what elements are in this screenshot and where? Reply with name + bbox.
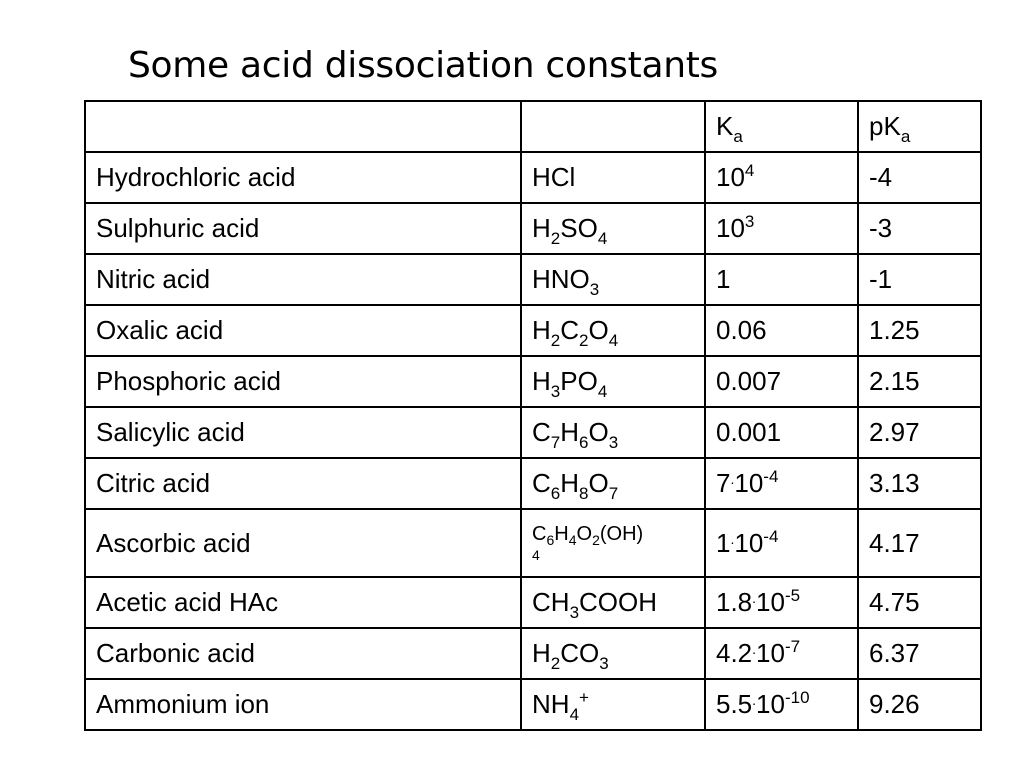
text-part: 4.2 [716, 638, 753, 668]
acid-name-cell: Salicylic acid [85, 407, 521, 458]
text-part: 0.007 [716, 366, 782, 396]
text-part: 10 [716, 162, 745, 192]
text-part: HCl [532, 162, 576, 192]
acid-name-cell: Citric acid [85, 458, 521, 509]
pka-cell: -4 [858, 152, 981, 203]
text-part: C [560, 315, 580, 345]
text-part: 1 [716, 527, 731, 558]
sub-part: 7 [608, 484, 619, 503]
table-row [85, 305, 981, 356]
text-part: O [588, 417, 609, 447]
text-part: COOH [579, 587, 658, 617]
formula-cell [521, 152, 705, 203]
text-part: 0.001 [716, 417, 782, 447]
sub-part: 6 [546, 532, 555, 548]
sub-part: 8 [579, 484, 589, 503]
table-row [85, 407, 981, 458]
sup-part: 4 [744, 161, 755, 180]
text-part: H [554, 523, 569, 545]
header-cell-name [85, 101, 521, 152]
header-cell-ka [705, 101, 858, 152]
text-part: H [532, 213, 551, 243]
text-part: 10 [734, 527, 764, 558]
ka-cell [705, 203, 858, 254]
text-part: O [576, 523, 593, 545]
pka-cell: -3 [858, 203, 981, 254]
sub-part: 3 [599, 654, 609, 673]
sup-part: -10 [784, 688, 810, 707]
sub-part: 6 [579, 433, 589, 452]
pka-cell: 4.75 [858, 577, 981, 628]
text-part: SO [560, 213, 598, 243]
pka-cell: 6.37 [858, 628, 981, 679]
header-row [85, 101, 981, 152]
text-part: H [532, 638, 551, 668]
dot-part: . [752, 590, 757, 606]
sub-part: 3 [550, 382, 561, 401]
header-cell-pka [858, 101, 981, 152]
sub-part: 6 [550, 484, 561, 503]
table-row [85, 509, 981, 577]
acid-name-cell: Ascorbic acid [85, 509, 521, 577]
formula-cell [521, 356, 705, 407]
acid-constants-table [84, 100, 982, 731]
sub-part: 4 [597, 229, 608, 248]
text-part: C [532, 468, 551, 498]
ka-header-subscript: a [733, 127, 743, 146]
text-part: H [532, 366, 551, 396]
sub-part: 3 [589, 280, 600, 299]
sub-part: 2 [550, 654, 561, 673]
pka-cell: 4.17 [858, 509, 981, 577]
ka-header-text: K [716, 111, 734, 141]
acid-name-cell: Nitric acid [85, 254, 521, 305]
pka-cell: 9.26 [858, 679, 981, 730]
text-part: C [532, 523, 547, 545]
sup-part: 3 [744, 212, 755, 231]
ka-cell [705, 356, 858, 407]
text-part: (OH) [599, 523, 644, 545]
text-part: 5.5 [716, 689, 753, 719]
text-part: H [560, 468, 580, 498]
ka-cell [705, 628, 858, 679]
dot-part: . [752, 692, 757, 708]
ka-cell [705, 305, 858, 356]
sub-part: 4 [569, 705, 580, 724]
sup-part: -7 [784, 637, 801, 656]
sup-part: -4 [763, 526, 779, 546]
ka-cell [705, 679, 858, 730]
pka-cell: 3.13 [858, 458, 981, 509]
formula-cell [521, 305, 705, 356]
dot-part: . [730, 471, 735, 487]
pka-cell: -1 [858, 254, 981, 305]
slide-title: Some acid dissociation constants [128, 45, 718, 86]
formula-cell [521, 509, 705, 577]
table-row [85, 203, 981, 254]
table-row [85, 458, 981, 509]
pka-cell: 2.97 [858, 407, 981, 458]
text-part: HNO [532, 264, 590, 294]
table-row [85, 628, 981, 679]
formula-cell [521, 407, 705, 458]
header-cell-formula [521, 101, 705, 152]
sub-part: 3 [569, 603, 580, 622]
text-part: C [532, 417, 551, 447]
sub-part: 2 [579, 331, 589, 350]
ka-cell [705, 509, 858, 577]
text-part: O [588, 315, 609, 345]
acid-name-cell: Acetic acid HAc [85, 577, 521, 628]
acid-name-cell: Ammonium ion [85, 679, 521, 730]
acid-name-cell: Oxalic acid [85, 305, 521, 356]
text-part: 10 [734, 468, 764, 498]
text-part: CH [532, 587, 570, 617]
table-row [85, 679, 981, 730]
pka-header-text: pK [869, 111, 901, 141]
formula-cell [521, 628, 705, 679]
text-part: 10 [756, 638, 785, 668]
formula-cell [521, 203, 705, 254]
acid-name-cell: Sulphuric acid [85, 203, 521, 254]
sub-part: 2 [550, 331, 561, 350]
formula-cell [521, 254, 705, 305]
ka-cell [705, 407, 858, 458]
formula-cell [521, 577, 705, 628]
text-part: 10 [756, 587, 785, 617]
sub-part: 4 [597, 382, 608, 401]
text-part: 1 [716, 264, 731, 294]
sub-part: 4 [608, 331, 619, 350]
text-part: 7 [716, 468, 731, 498]
formula-cell [521, 458, 705, 509]
text-part: 10 [716, 213, 745, 243]
text-part: O [588, 468, 609, 498]
pka-header-subscript: a [900, 127, 911, 146]
text-part: NH [532, 689, 570, 719]
ka-cell [705, 152, 858, 203]
ka-cell [705, 458, 858, 509]
ka-cell [705, 254, 858, 305]
text-part: H [532, 315, 551, 345]
sup-part: + [579, 688, 589, 707]
pka-cell: 1.25 [858, 305, 981, 356]
text-part: 1.8 [716, 587, 753, 617]
sub-part: 2 [592, 532, 600, 548]
sub-part: 2 [550, 229, 561, 248]
acid-name-cell: Carbonic acid [85, 628, 521, 679]
sub-part: 4 [568, 532, 577, 548]
table-row [85, 356, 981, 407]
text-part: H [560, 417, 580, 447]
tail-part: 4 [532, 547, 540, 563]
pka-cell: 2.15 [858, 356, 981, 407]
formula-cell [521, 679, 705, 730]
sub-part: 7 [550, 433, 561, 452]
table-row [85, 577, 981, 628]
table-row [85, 254, 981, 305]
ka-cell [705, 577, 858, 628]
table-row [85, 152, 981, 203]
acid-name-cell: Phosphoric acid [85, 356, 521, 407]
text-part: CO [560, 638, 600, 668]
sub-part: 3 [608, 433, 619, 452]
sup-part: -4 [763, 467, 779, 486]
text-part: PO [560, 366, 598, 396]
text-part: 0.06 [716, 315, 767, 345]
acid-name-cell: Hydrochloric acid [85, 152, 521, 203]
dot-part: . [752, 641, 757, 657]
text-part: 10 [756, 689, 785, 719]
dot-part: . [730, 530, 735, 547]
sup-part: -5 [784, 586, 801, 605]
